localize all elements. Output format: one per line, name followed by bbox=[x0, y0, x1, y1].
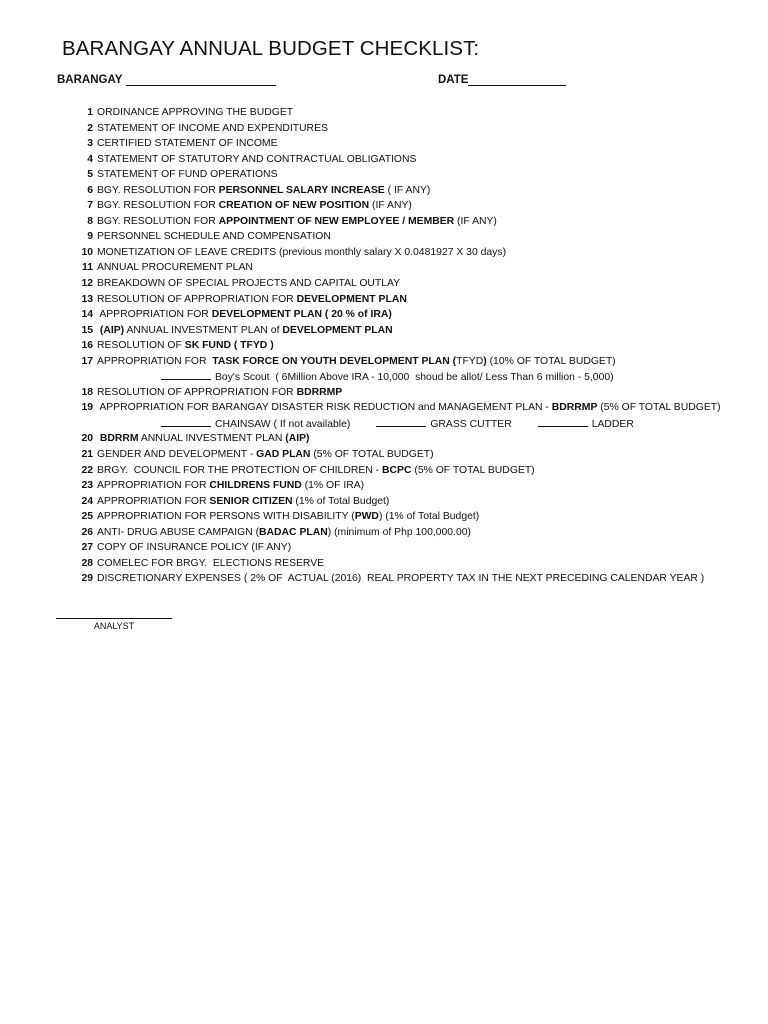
item-number: 8 bbox=[87, 215, 93, 227]
item-text-segment: BGY. RESOLUTION FOR bbox=[97, 184, 219, 196]
item-text bbox=[97, 183, 430, 199]
tool-label: LADDER bbox=[591, 418, 634, 430]
item-text-segment: BREAKDOWN OF SPECIAL PROJECTS AND CAPITAL OUTLAY bbox=[97, 278, 401, 290]
date-blank-line[interactable] bbox=[468, 73, 566, 86]
checklist-item bbox=[56, 338, 756, 354]
item-text bbox=[97, 105, 293, 121]
item-number: 4 bbox=[87, 153, 93, 165]
item-number: 28 bbox=[81, 557, 93, 569]
item-text bbox=[97, 307, 392, 323]
item-text-segment: BRGY. COUNCIL FOR THE PROTECTION OF CHILDREN - bbox=[97, 464, 383, 476]
item-text bbox=[97, 369, 614, 386]
item-text bbox=[97, 260, 253, 276]
item-text-segment: RESOLUTION OF bbox=[97, 340, 185, 352]
item-text-segment: STATEMENT OF STATUTORY AND CONTRACTUAL OBLIGATIONS bbox=[97, 153, 417, 165]
checklist-item bbox=[56, 167, 756, 183]
item-text-segment: COPY OF INSURANCE POLICY (IF ANY) bbox=[97, 542, 292, 554]
item-text bbox=[97, 525, 471, 541]
item-number: 2 bbox=[87, 122, 93, 134]
item-text bbox=[97, 431, 309, 447]
checklist-item bbox=[56, 447, 756, 463]
barangay-field[interactable] bbox=[57, 73, 276, 86]
item-text bbox=[97, 509, 479, 525]
item-text-bold: (AIP) bbox=[285, 433, 310, 445]
item-text bbox=[97, 556, 324, 572]
item-text-segment: APPROPRIATION FOR bbox=[97, 480, 210, 492]
item-text-segment: APPROPRIATION FOR bbox=[97, 355, 213, 367]
item-text-segment: ANNUAL PROCUREMENT PLAN bbox=[97, 262, 253, 274]
item-number: 6 bbox=[87, 184, 93, 196]
item-text-bold: DEVELOPMENT PLAN bbox=[296, 293, 407, 305]
item-text bbox=[97, 323, 393, 339]
checklist-item bbox=[56, 198, 756, 214]
item-number: 22 bbox=[81, 464, 93, 476]
item-text bbox=[97, 167, 278, 183]
checklist-item bbox=[56, 121, 756, 137]
item-text-segment: APPROPRIATION FOR bbox=[97, 309, 212, 321]
item-text bbox=[97, 494, 389, 510]
item-number: 14 bbox=[81, 309, 93, 321]
item-text-bold: SENIOR CITIZEN bbox=[209, 495, 293, 507]
document-title: BARANGAY ANNUAL BUDGET CHECKLIST: bbox=[62, 37, 480, 60]
item-text bbox=[97, 354, 616, 370]
item-text-segment: ) (minimum of Php 100,000.00) bbox=[327, 526, 471, 538]
item-text-segment: STATEMENT OF INCOME AND EXPENDITURES bbox=[97, 122, 328, 134]
item-number: 16 bbox=[81, 340, 93, 352]
checklist-item bbox=[56, 136, 756, 152]
item-number: 26 bbox=[81, 526, 93, 538]
checklist-item bbox=[56, 105, 756, 121]
signature-line[interactable] bbox=[56, 606, 172, 619]
item-text-bold: BDRRM bbox=[99, 433, 139, 445]
item-text-segment: (1% OF IRA) bbox=[301, 480, 365, 492]
item-number: 1 bbox=[87, 107, 93, 118]
item-text bbox=[97, 229, 331, 245]
item-text-segment: BGY. RESOLUTION FOR bbox=[97, 215, 219, 227]
item-text-segment: ANNUAL INVESTMENT PLAN bbox=[138, 433, 286, 445]
item-text-bold: TASK FORCE ON YOUTH DEVELOPMENT PLAN ( bbox=[212, 355, 457, 367]
item-text bbox=[97, 198, 412, 214]
item-text-segment: STATEMENT OF FUND OPERATIONS bbox=[97, 169, 278, 181]
item-number: 20 bbox=[81, 433, 93, 445]
item-text-segment: APPROPRIATION FOR BARANGAY DISASTER RISK REDUCTION and MANAGEMENT PLAN - bbox=[97, 402, 552, 414]
item-text bbox=[97, 447, 434, 463]
checklist-item bbox=[56, 260, 756, 276]
item-text bbox=[97, 540, 291, 556]
checklist-item bbox=[56, 509, 756, 525]
checklist-item bbox=[56, 229, 756, 245]
item-text bbox=[97, 152, 416, 168]
checklist-item bbox=[56, 292, 756, 308]
item-text bbox=[97, 292, 407, 308]
item-text-segment: ) (1% of Total Budget) bbox=[378, 511, 480, 523]
item-number: 13 bbox=[81, 293, 93, 305]
item-text-segment: (1% of Total Budget) bbox=[292, 495, 390, 507]
note-text: Boy's Scout ( 6Million Above IRA - 10,000 shoud be allot/ Less Than 6 million - 5,000) bbox=[215, 372, 614, 384]
item-text bbox=[97, 121, 328, 137]
item-text-bold: BDRRMP bbox=[551, 402, 598, 414]
checklist-item bbox=[56, 463, 756, 479]
tool-blank-line[interactable] bbox=[161, 416, 211, 427]
item-number: 7 bbox=[87, 200, 93, 212]
checklist-item bbox=[56, 323, 756, 339]
item-text bbox=[97, 478, 364, 494]
barangay-label: BARANGAY bbox=[57, 74, 123, 86]
item-text-segment: TFYD bbox=[456, 355, 484, 367]
item-text-bold: GAD PLAN bbox=[256, 449, 311, 461]
item-text-segment: RESOLUTION OF APPROPRIATION FOR bbox=[97, 386, 297, 398]
checklist-item bbox=[56, 354, 756, 370]
checklist-item bbox=[56, 571, 756, 587]
item-text bbox=[97, 245, 506, 261]
item-text bbox=[97, 416, 656, 433]
item-text bbox=[97, 214, 497, 230]
item-number: 21 bbox=[81, 449, 93, 461]
item-text-bold: BCPC bbox=[382, 464, 412, 476]
item-text-segment: ( IF ANY) bbox=[384, 184, 431, 196]
item-number: 10 bbox=[81, 246, 93, 258]
item-number: 24 bbox=[81, 495, 93, 507]
item-text-segment: RESOLUTION OF APPROPRIATION FOR bbox=[97, 293, 297, 305]
analyst-signature bbox=[56, 606, 172, 631]
item-text-segment: DISCRETIONARY EXPENSES ( 2% OF ACTUAL (2016) REAL PROPERTY TAX IN THE NEXT PRECEDING CALENDAR YEAR ) bbox=[97, 573, 705, 585]
item-text-bold: DEVELOPMENT PLAN ( 20 % of IRA) bbox=[211, 309, 392, 321]
checklist-item bbox=[56, 540, 756, 556]
item-text-segment: COMELEC FOR BRGY. ELECTIONS RESERVE bbox=[97, 557, 325, 569]
tool-blank-line[interactable] bbox=[376, 416, 426, 427]
checklist-item bbox=[56, 556, 756, 572]
item-text-bold: CREATION OF NEW POSITION bbox=[218, 200, 370, 212]
item-text-segment: PERSONNEL SCHEDULE AND COMPENSATION bbox=[97, 231, 331, 243]
checklist-item bbox=[56, 183, 756, 199]
item-text-segment: ANNUAL INVESTMENT PLAN of bbox=[124, 324, 283, 336]
item-text bbox=[97, 276, 400, 292]
item-number: 23 bbox=[81, 480, 93, 492]
item-text-bold: SK FUND ( TFYD ) bbox=[184, 340, 274, 352]
item-text-segment: (IF ANY) bbox=[369, 200, 412, 212]
checklist-item bbox=[56, 416, 756, 432]
item-number: 29 bbox=[81, 573, 93, 585]
item-number: 18 bbox=[81, 386, 93, 398]
item-number: 3 bbox=[87, 138, 93, 150]
item-text-bold: DEVELOPMENT PLAN bbox=[282, 324, 393, 336]
item-text-segment: BGY. RESOLUTION FOR bbox=[97, 200, 219, 212]
item-number: 19 bbox=[81, 402, 93, 414]
item-text-segment: (5% OF TOTAL BUDGET) bbox=[411, 464, 535, 476]
item-number: 15 bbox=[81, 324, 93, 336]
checklist-item bbox=[56, 400, 756, 416]
item-text-segment: APPROPRIATION FOR bbox=[97, 495, 210, 507]
item-text-bold: CHILDRENS FUND bbox=[209, 480, 302, 492]
checklist-item bbox=[56, 245, 756, 261]
item-text-bold: BDRRMP bbox=[296, 386, 343, 398]
item-number: 17 bbox=[81, 355, 93, 367]
item-text-segment: (5% OF TOTAL BUDGET) bbox=[597, 402, 721, 414]
checklist bbox=[56, 105, 756, 587]
note-blank-line[interactable] bbox=[161, 369, 211, 380]
item-text-segment: CERTIFIED STATEMENT OF INCOME bbox=[97, 138, 278, 150]
item-number: 11 bbox=[82, 262, 93, 274]
item-text-bold: ) bbox=[483, 355, 487, 367]
item-text-segment: (5% OF TOTAL BUDGET) bbox=[310, 449, 434, 461]
checklist-item bbox=[56, 369, 756, 385]
checklist-item bbox=[56, 276, 756, 292]
checklist-item bbox=[56, 214, 756, 230]
item-number: 5 bbox=[87, 169, 93, 181]
checklist-item bbox=[56, 152, 756, 168]
item-text bbox=[97, 136, 278, 152]
tool-blank-line[interactable] bbox=[538, 416, 588, 427]
barangay-blank-line[interactable] bbox=[126, 73, 276, 86]
checklist-item bbox=[56, 478, 756, 494]
item-text-bold: PERSONNEL SALARY INCREASE bbox=[218, 184, 385, 196]
tool-label: CHAINSAW ( If not available) bbox=[215, 418, 351, 430]
checklist-item bbox=[56, 494, 756, 510]
item-text bbox=[97, 338, 274, 354]
checklist-item bbox=[56, 525, 756, 541]
item-number: 9 bbox=[87, 231, 93, 243]
item-text bbox=[97, 571, 704, 587]
item-text-segment: ANTI- DRUG ABUSE CAMPAIGN ( bbox=[97, 526, 260, 538]
item-number: 25 bbox=[81, 511, 93, 523]
item-text-segment: (10% OF TOTAL BUDGET) bbox=[486, 355, 616, 367]
item-text-bold: BADAC PLAN bbox=[259, 526, 328, 538]
item-text-bold: (AIP) bbox=[99, 324, 125, 336]
date-label: DATE bbox=[438, 74, 469, 86]
checklist-item bbox=[56, 385, 756, 401]
item-number: 27 bbox=[81, 542, 93, 554]
item-text-segment: GENDER AND DEVELOPMENT - bbox=[97, 449, 257, 461]
item-number: 12 bbox=[81, 278, 93, 290]
item-text-segment: MONETIZATION OF LEAVE CREDITS (previous monthly salary X 0.0481927 X 30 days) bbox=[97, 246, 507, 258]
tool-label: GRASS CUTTER bbox=[430, 418, 512, 430]
checklist-item bbox=[56, 307, 756, 323]
analyst-label: ANALYST bbox=[93, 621, 135, 631]
item-text-bold: APPOINTMENT OF NEW EMPLOYEE / MEMBER bbox=[218, 215, 455, 227]
date-field[interactable] bbox=[438, 73, 566, 86]
item-text-segment: ORDINANCE APPROVING THE BUDGET bbox=[97, 107, 294, 118]
checklist-item bbox=[56, 431, 756, 447]
item-text bbox=[97, 463, 535, 479]
item-text-bold: PWD bbox=[354, 511, 379, 523]
item-text-segment: (IF ANY) bbox=[454, 215, 497, 227]
item-text bbox=[97, 400, 721, 416]
item-text bbox=[97, 385, 342, 401]
item-text-segment: APPROPRIATION FOR PERSONS WITH DISABILITY ( bbox=[97, 511, 355, 523]
